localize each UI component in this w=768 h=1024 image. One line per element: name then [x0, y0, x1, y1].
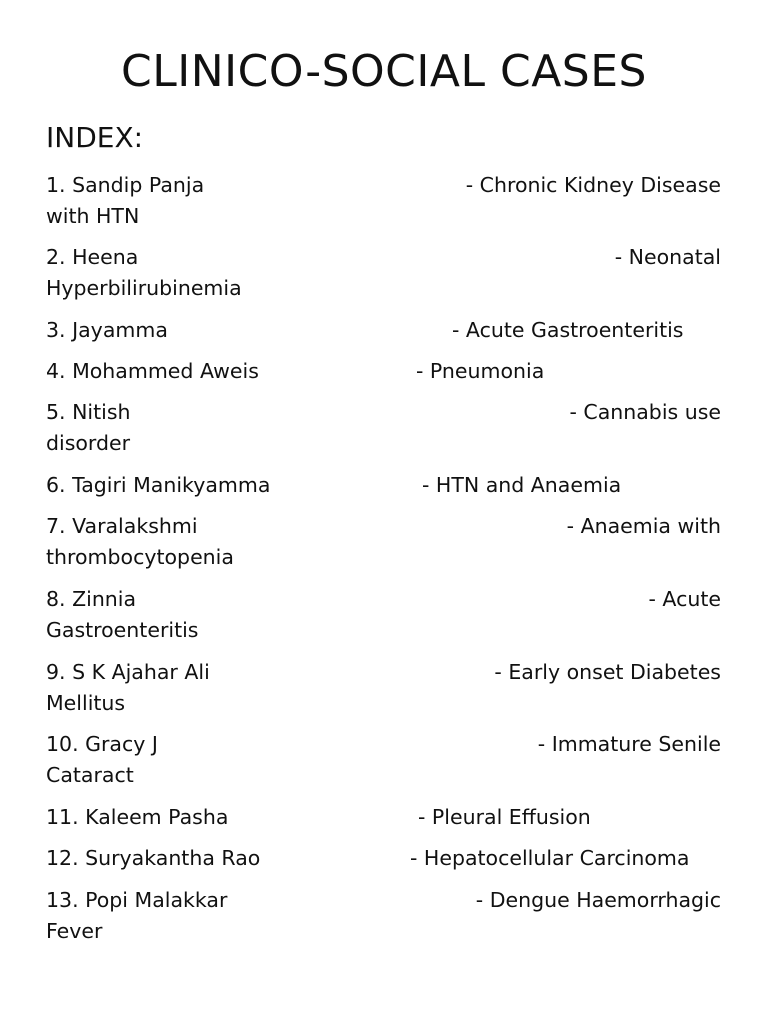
entry-diagnosis: - Anaemia with	[566, 514, 721, 538]
entry-diagnosis: - Neonatal	[614, 245, 721, 269]
entry-diagnosis: - Dengue Haemorrhagic	[475, 888, 721, 912]
entry-continuation: Gastroenteritis	[46, 618, 199, 642]
entry-continuation: thrombocytopenia	[46, 545, 234, 569]
entry-name: 10. Gracy J	[46, 732, 158, 756]
entry-continuation: with HTN	[46, 204, 140, 228]
index-heading: INDEX:	[46, 121, 144, 154]
entry-continuation: Hyperbilirubinemia	[46, 276, 242, 300]
entry-name: 12. Suryakantha Rao	[46, 846, 261, 870]
entry-name: 13. Popi Malakkar	[46, 888, 228, 912]
entry-name: 1. Sandip Panja	[46, 173, 205, 197]
entry-continuation: Cataract	[46, 763, 134, 787]
entry-name: 5. Nitish	[46, 400, 131, 424]
entry-diagnosis: - Immature Senile	[537, 732, 721, 756]
entry-continuation: Fever	[46, 919, 103, 943]
entry-name: 3. Jayamma	[46, 318, 168, 342]
entry-name: 7. Varalakshmi	[46, 514, 198, 538]
entry-name: 2. Heena	[46, 245, 139, 269]
entry-diagnosis: - Acute	[648, 587, 721, 611]
entry-name: 11. Kaleem Pasha	[46, 805, 229, 829]
entry-name: 4. Mohammed Aweis	[46, 359, 259, 383]
entry-diagnosis: - Cannabis use	[569, 400, 721, 424]
entry-diagnosis: - Chronic Kidney Disease	[465, 173, 721, 197]
entry-continuation: disorder	[46, 431, 131, 455]
entry-diagnosis: - Pneumonia	[416, 359, 545, 383]
entry-name: 6. Tagiri Manikyamma	[46, 473, 271, 497]
entry-continuation: Mellitus	[46, 691, 126, 715]
page-title: CLINICO-SOCIAL CASES	[121, 46, 647, 97]
entry-diagnosis: - Early onset Diabetes	[494, 660, 721, 684]
entry-name: 9. S K Ajahar Ali	[46, 660, 210, 684]
entry-name: 8. Zinnia	[46, 587, 137, 611]
entry-diagnosis: - HTN and Anaemia	[422, 473, 622, 497]
entry-diagnosis: - Acute Gastroenteritis	[452, 318, 684, 342]
entry-diagnosis: - Hepatocellular Carcinoma	[410, 846, 690, 870]
entry-diagnosis: - Pleural Effusion	[418, 805, 591, 829]
